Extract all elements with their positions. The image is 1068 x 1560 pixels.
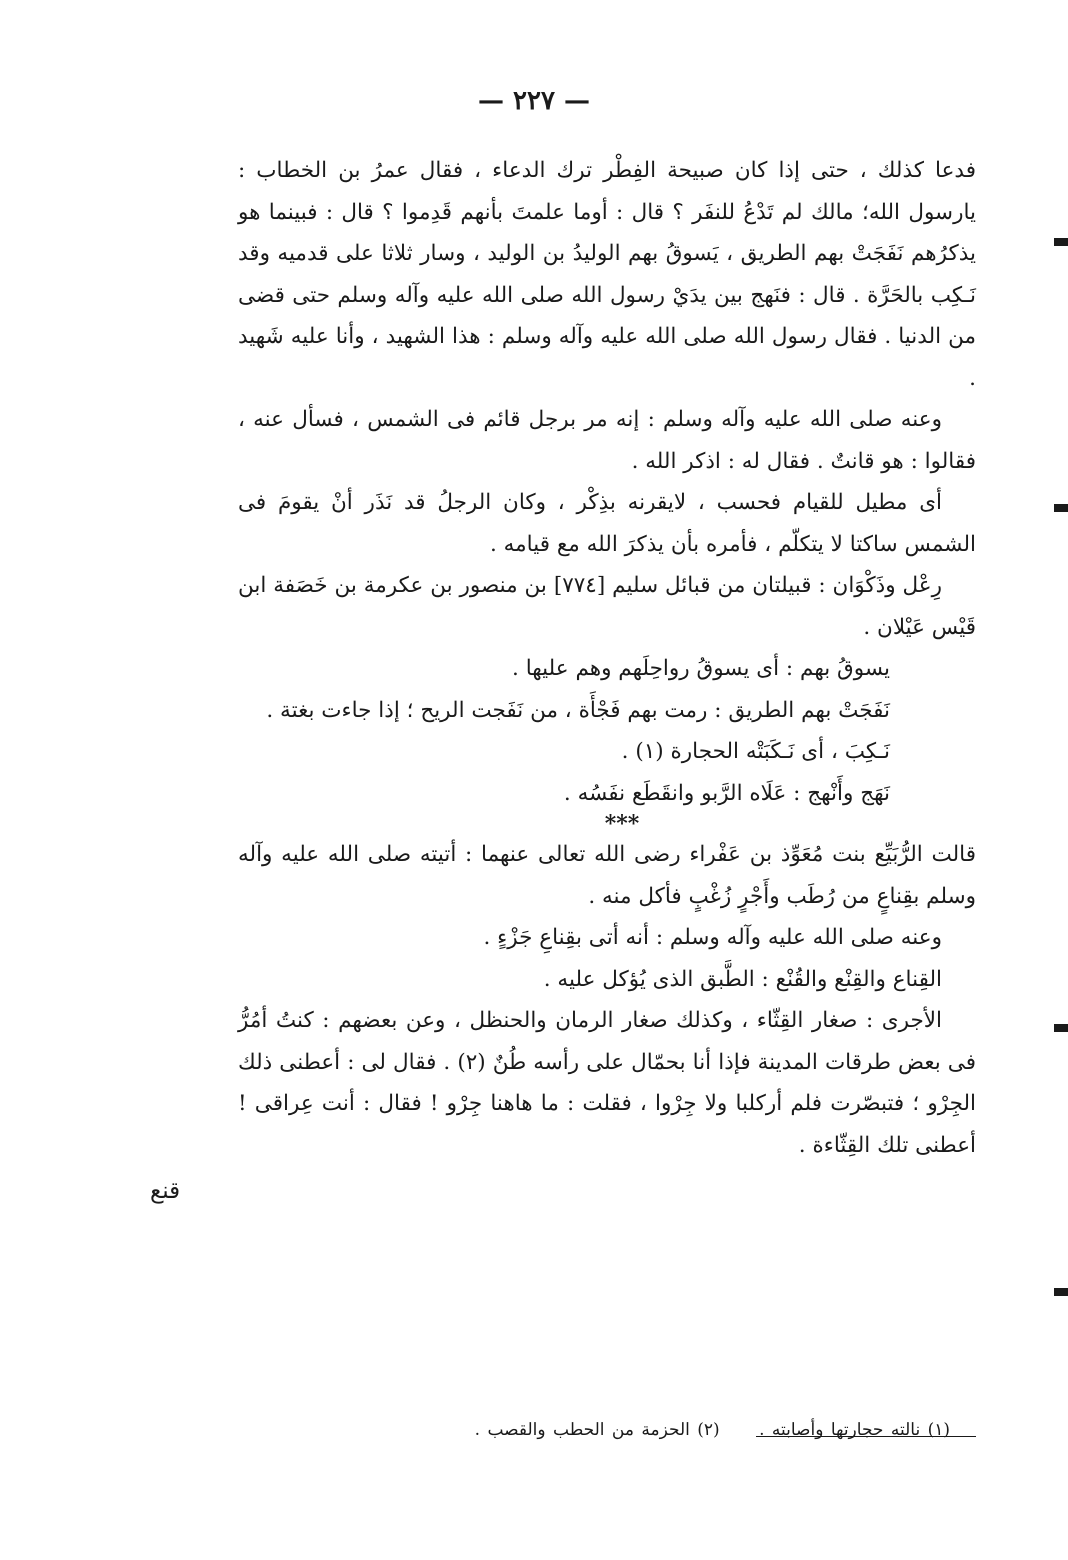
thumb-tab-mark	[1054, 1024, 1068, 1032]
definition-line: يسوقُ بهم : أى يسوقُ رواحِلَهم وهم عليها .	[512, 656, 890, 681]
paragraph: رِعْل وذَكْوَان : قبيلتان من قبائل سليم [٧٧٤] بن منصور بن عكرمة بن خَصَفة ابن قَيْس عَيْلان .	[238, 573, 976, 640]
footnote: (١) نالته حجارتها وأصابته .	[759, 1420, 950, 1440]
margin-keyword: قنع	[150, 1178, 181, 1204]
section-separator: ***	[604, 811, 640, 837]
definition-line: نَهَج وأَنْهج : عَلَاه الرَّبو وانقَطَع نفَسُه .	[563, 780, 890, 806]
page-number: — ٢٢٧ —	[477, 86, 591, 116]
paragraph: وعنه صلى الله عليه وآله وسلم : إنه مر برجل قائم فى الشمس ، فسأل عنه ، فقالوا : هو قانتٌ . فقال له : اذكر الله .	[238, 407, 976, 474]
main-text	[238, 150, 976, 1166]
definition-line: نَفَجَتْ بهم الطريق : رمت بهم فَجْأَة ، من نَفَجت الريح ؛ إذا جاءت بغتة .	[266, 697, 890, 723]
paragraph: أى مطيل للقيام فحسب ، لايقرنه بذِكْر ، وكان الرجلُ قد نَذَر أنْ يقومَ فى الشمس ساكتا لا يتكلّم ، فأمره بأن يذكرَ الله مع قيامه .	[238, 490, 976, 557]
paragraph: وعنه صلى الله عليه وآله وسلم : أنه أتى بقِناعِ جَزْءٍ .	[483, 925, 942, 950]
footnote: (٢) الحزمة من الحطب والقصب .	[474, 1420, 720, 1440]
definition-line: نَـكِبَ ، أى نَـكَبَتْه الحجارة (١) .	[621, 739, 890, 764]
footnotes	[380, 1420, 950, 1440]
paragraph: القِناع والقِنْع والقُنْع : الطَّبق الذى يُؤكل عليه .	[543, 966, 942, 992]
paragraph: فدعا كذلك ، حتى إذا كان صبيحة الفِطْر ترك الدعاء ، فقال عمرُ بن الخطاب : يارسول الله؛ مالك لم تَدْعُ للنفَر ؟ قال : أوما علمتَ بأنهم قَدِموا ؟ قال : فبينما هو يذكرُهم نَفَجَتْ بهم الطريق ، يَسوقُ بهم الوليدُ بن الوليد ، وسار ثلاثا على قدميه وقد نَـكِب بالحَرَّة . قال : فنَهج بين يدَيْ رسول الله صلى الله عليه وآله وسلم حتى قضى من الدنيا . فقال رسول الله صلى الله عليه وآله وسلم : هذا الشهيد ، وأنا عليه شَهيد .	[238, 158, 976, 391]
paragraph: قالت الرُّبَيِّع بنت مُعَوِّذ بن عَفْراء رضى الله تعالى عنهما : أتيته صلى الله عليه وآله وسلم بقِناعٍ من رُطَب وأَجْرٍ زُغْبٍ فأكل منه .	[238, 842, 976, 909]
paragraph: الأجرى : صغار القِثّاء ، وكذلك صغار الرمان والحنظل ، وعن بعضهم : كنتُ أمُرُّ فى بعض طرقات المدينة فإذا أنا بحمّال على رأسه طُنٌ (٢) . فقال لى : أعطنى ذلك الجِرْو ؛ فتبصّرت فلم أركلبا ولا جِرْوا ، فقلت : ما هاهنا جِرْو ! فقال : أنت عِراقى ! أعطنى تلك القِثّاءة .	[238, 1008, 976, 1158]
thumb-tab-mark	[1054, 1288, 1068, 1296]
thumb-tab-mark	[1054, 504, 1068, 512]
thumb-tab-mark	[1054, 238, 1068, 246]
